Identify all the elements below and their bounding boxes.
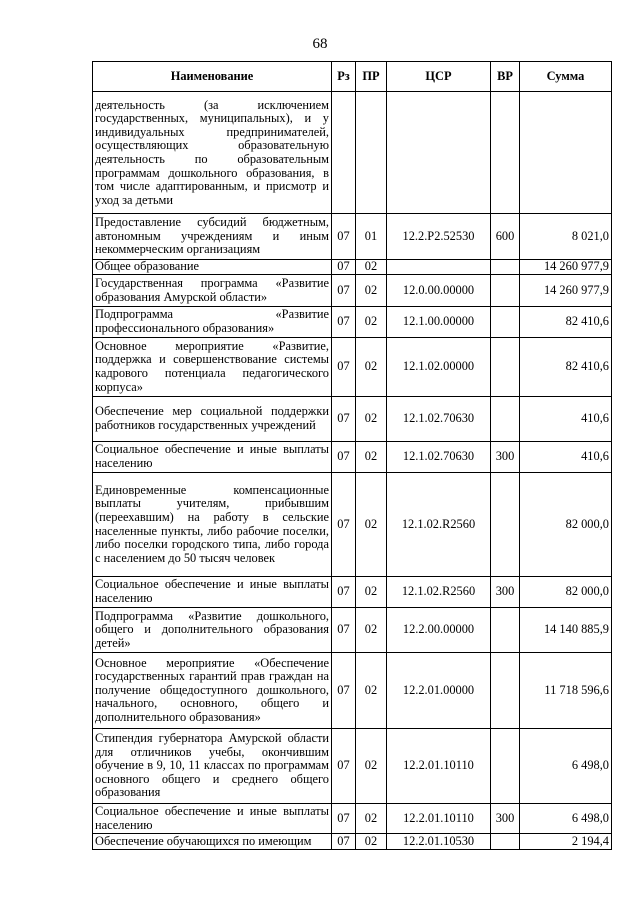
row-name: Социальное обеспечение и иные выплаты населению	[93, 577, 332, 608]
row-pr: 02	[356, 608, 387, 653]
row-sum: 14 260 977,9	[520, 275, 612, 307]
table-row	[93, 729, 612, 804]
table-row	[93, 834, 612, 850]
row-name: Государственная программа «Развитие образования Амурской области»	[93, 275, 332, 307]
row-sum: 82 000,0	[520, 577, 612, 608]
row-name: Подпрограмма «Развитие профессионального образования»	[93, 307, 332, 338]
row-name: Подпрограмма «Развитие дошкольного, общего и дополнительного образования детей»	[93, 608, 332, 653]
row-csr: 12.1.00.00000	[387, 307, 491, 338]
row-rz	[332, 92, 356, 214]
row-csr: 12.0.00.00000	[387, 275, 491, 307]
row-sum: 410,6	[520, 442, 612, 473]
row-csr: 12.2.P2.52530	[387, 214, 491, 260]
row-rz: 07	[332, 338, 356, 397]
row-rz: 07	[332, 834, 356, 850]
row-vr: 300	[491, 577, 520, 608]
table-row	[93, 397, 612, 442]
row-sum: 11 718 596,6	[520, 653, 612, 729]
row-sum: 8 021,0	[520, 214, 612, 260]
table-row	[93, 275, 612, 307]
header-vr: ВР	[491, 62, 520, 92]
row-csr: 12.2.01.10530	[387, 834, 491, 850]
row-pr: 02	[356, 307, 387, 338]
row-vr	[491, 729, 520, 804]
row-name: Стипендия губернатора Амурской области для отличников учебы, окончившим обучение в 9, 10, 11 классах по программам основного общего и среднего общего образования	[93, 729, 332, 804]
row-vr: 600	[491, 214, 520, 260]
row-vr	[491, 473, 520, 577]
row-csr: 12.1.02.70630	[387, 397, 491, 442]
row-csr	[387, 260, 491, 275]
row-csr: 12.1.02.R2560	[387, 577, 491, 608]
row-csr: 12.2.01.10110	[387, 804, 491, 834]
header-csr: ЦСР	[387, 62, 491, 92]
header-rz: Рз	[332, 62, 356, 92]
row-sum: 14 140 885,9	[520, 608, 612, 653]
row-pr: 02	[356, 442, 387, 473]
row-sum: 14 260 977,9	[520, 260, 612, 275]
row-sum: 82 410,6	[520, 307, 612, 338]
row-rz: 07	[332, 804, 356, 834]
row-pr: 02	[356, 275, 387, 307]
row-vr	[491, 834, 520, 850]
row-pr: 02	[356, 729, 387, 804]
header-name: Наименование	[93, 62, 332, 92]
row-csr: 12.2.01.00000	[387, 653, 491, 729]
row-csr: 12.1.02.70630	[387, 442, 491, 473]
budget-table	[92, 61, 612, 850]
row-name: Общее образование	[93, 260, 332, 275]
header-pr: ПР	[356, 62, 387, 92]
row-vr	[491, 338, 520, 397]
header-sum: Сумма	[520, 62, 612, 92]
row-pr: 02	[356, 834, 387, 850]
row-csr: 12.1.02.00000	[387, 338, 491, 397]
row-rz: 07	[332, 653, 356, 729]
row-csr: 12.2.00.00000	[387, 608, 491, 653]
table-row	[93, 260, 612, 275]
row-vr	[491, 653, 520, 729]
row-rz: 07	[332, 608, 356, 653]
row-sum: 410,6	[520, 397, 612, 442]
row-csr: 12.2.01.10110	[387, 729, 491, 804]
row-rz: 07	[332, 214, 356, 260]
row-pr: 02	[356, 473, 387, 577]
table-row	[93, 442, 612, 473]
table-row	[93, 804, 612, 834]
row-rz: 07	[332, 275, 356, 307]
table-row	[93, 577, 612, 608]
row-vr	[491, 608, 520, 653]
row-sum: 2 194,4	[520, 834, 612, 850]
row-rz: 07	[332, 397, 356, 442]
row-sum: 6 498,0	[520, 729, 612, 804]
row-rz: 07	[332, 307, 356, 338]
row-pr: 02	[356, 804, 387, 834]
table-row	[93, 307, 612, 338]
row-name: Обеспечение мер социальной поддержки работников государственных учреждений	[93, 397, 332, 442]
row-name: Предоставление субсидий бюджетным, автономным учреждениям и иным некоммерческим организациям	[93, 214, 332, 260]
row-rz: 07	[332, 473, 356, 577]
row-pr: 01	[356, 214, 387, 260]
row-rz: 07	[332, 577, 356, 608]
row-rz: 07	[332, 729, 356, 804]
page-number: 68	[312, 36, 328, 52]
table-row	[93, 653, 612, 729]
table-row	[93, 338, 612, 397]
row-pr: 02	[356, 397, 387, 442]
row-vr: 300	[491, 442, 520, 473]
row-vr: 300	[491, 804, 520, 834]
row-vr	[491, 260, 520, 275]
table-row	[93, 214, 612, 260]
row-csr: 12.1.02.R2560	[387, 473, 491, 577]
row-pr: 02	[356, 260, 387, 275]
row-pr: 02	[356, 577, 387, 608]
row-vr	[491, 307, 520, 338]
table-row	[93, 92, 612, 214]
row-csr	[387, 92, 491, 214]
row-name: Социальное обеспечение и иные выплаты населению	[93, 804, 332, 834]
row-name: Обеспечение обучающихся по имеющим	[93, 834, 332, 850]
table-header-row	[93, 62, 612, 92]
row-vr	[491, 397, 520, 442]
row-pr: 02	[356, 653, 387, 729]
row-name: Основное мероприятие «Развитие, поддержка и совершенствование системы кадрового потенциала педагогического корпуса»	[93, 338, 332, 397]
row-sum: 82 000,0	[520, 473, 612, 577]
table-row	[93, 473, 612, 577]
row-sum: 82 410,6	[520, 338, 612, 397]
row-rz: 07	[332, 260, 356, 275]
row-vr	[491, 275, 520, 307]
row-pr: 02	[356, 338, 387, 397]
row-sum: 6 498,0	[520, 804, 612, 834]
row-name: Социальное обеспечение и иные выплаты населению	[93, 442, 332, 473]
row-rz: 07	[332, 442, 356, 473]
row-name: Основное мероприятие «Обеспечение государственных гарантий прав граждан на получение общедоступного дошкольного, начального, основного, общего и дополнительного образования»	[93, 653, 332, 729]
table-row	[93, 608, 612, 653]
row-name: Единовременные компенсационные выплаты учителям, прибывшим (переехавшим) на работу в сельские населенные пункты, либо рабочие поселки, либо поселки городского типа, либо города с населением до 50 тысяч человек	[93, 473, 332, 577]
row-sum	[520, 92, 612, 214]
row-name: деятельность (за исключением государственных, муниципальных), и у индивидуальных предпринимателей, осуществляющих образовательную деятельность по образовательным программам дошкольного образования, в том числе адаптированным, и присмотр и уход за детьми	[93, 92, 332, 214]
row-vr	[491, 92, 520, 214]
row-pr	[356, 92, 387, 214]
